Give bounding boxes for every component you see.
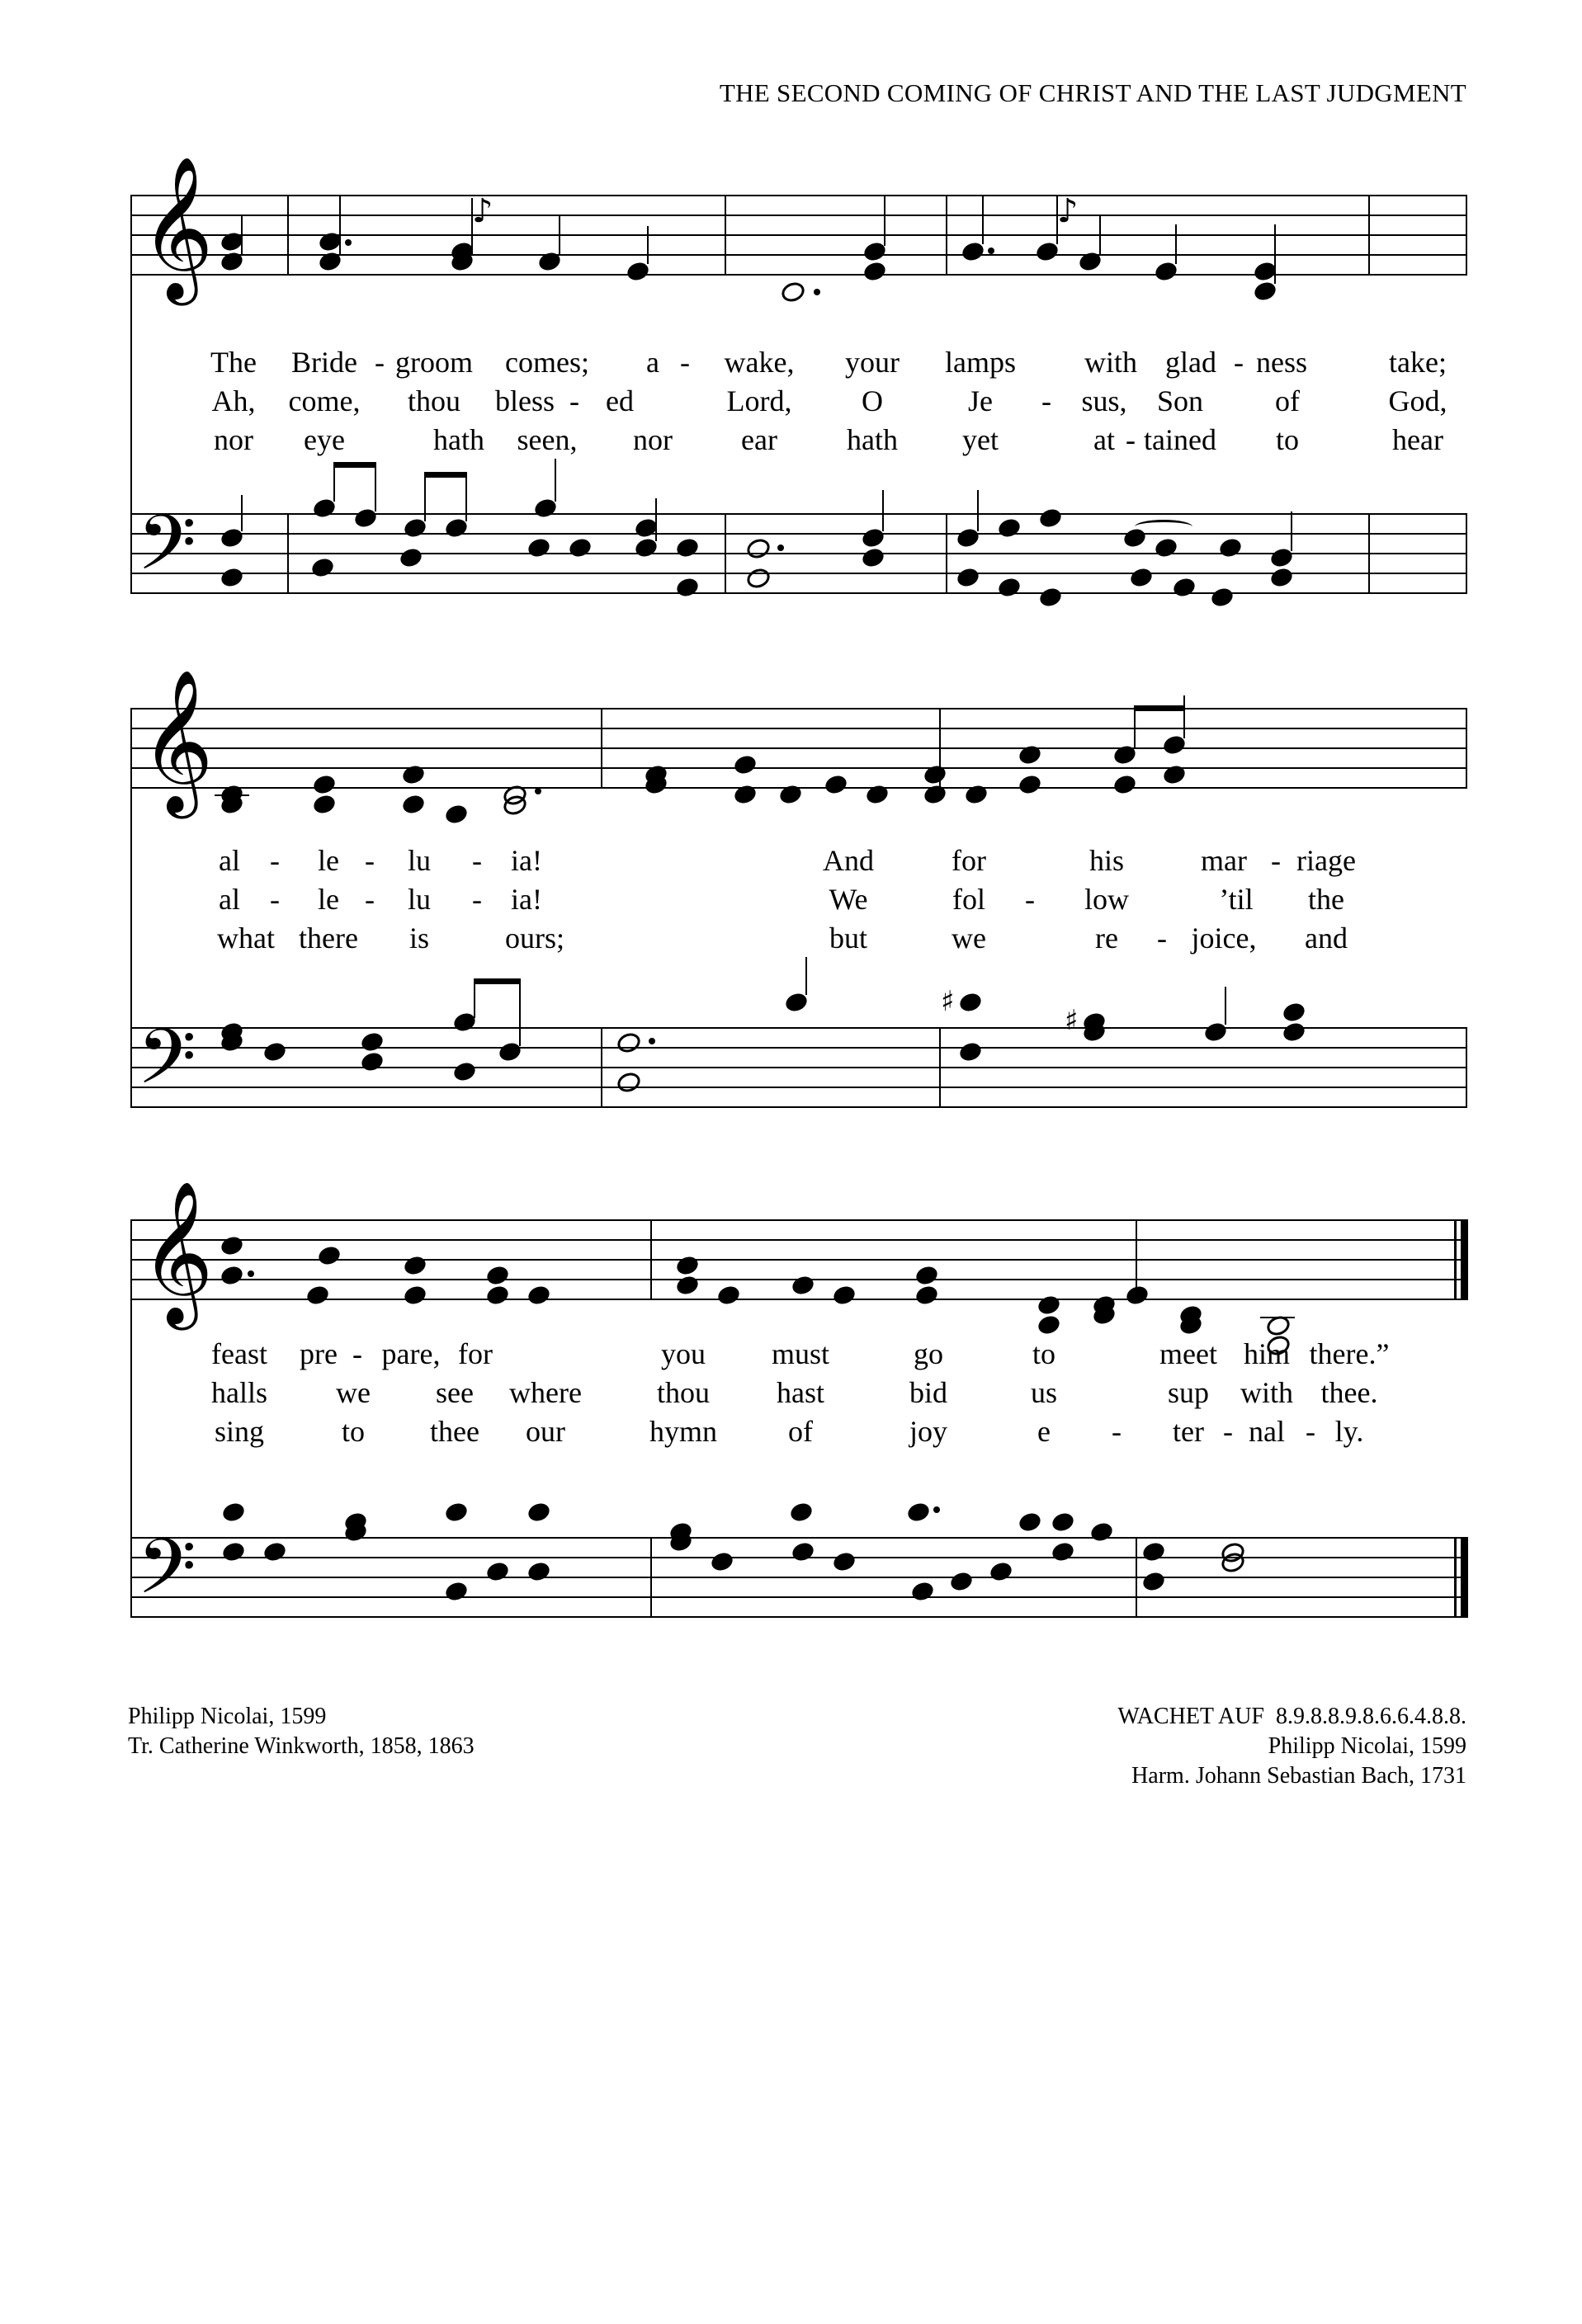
sharp-sign: ♯	[1065, 1004, 1079, 1037]
syllable: there.”	[1309, 1337, 1390, 1370]
syllable: And	[823, 844, 874, 877]
syllable: nor	[633, 423, 673, 456]
syllable: -	[365, 883, 375, 916]
syllable: lamps	[945, 346, 1016, 379]
syllable: sup	[1167, 1376, 1210, 1409]
page-header: THE SECOND COMING OF CHRIST AND THE LAST JUDGMENT	[719, 78, 1466, 107]
syllable: hath	[433, 423, 484, 456]
syllable: thee.	[1320, 1376, 1378, 1409]
syllable: ear	[741, 423, 777, 456]
text-credits	[128, 1702, 475, 1761]
syllable: for	[458, 1337, 493, 1370]
syllable: but	[829, 922, 868, 955]
syllable: -	[472, 844, 482, 877]
syllable: ed	[606, 384, 634, 417]
syllable: hear	[1392, 423, 1443, 456]
note	[1050, 1511, 1076, 1534]
syllable: where	[509, 1376, 582, 1409]
syllable: thee	[430, 1415, 479, 1448]
syllable: -	[472, 883, 482, 916]
syllable: -	[352, 1337, 362, 1370]
bass-clef: 𝄢	[137, 1013, 197, 1120]
bass-clef: 𝄢	[137, 1523, 197, 1630]
note	[311, 793, 338, 816]
note	[779, 280, 807, 305]
syllable: -	[1025, 883, 1035, 916]
note	[443, 803, 470, 826]
note	[526, 1501, 552, 1524]
syllable: Son	[1156, 384, 1204, 417]
syllable: take;	[1389, 346, 1447, 379]
lyrics-system-2	[130, 843, 1467, 975]
syllable: eye	[304, 423, 345, 456]
verse-3-line	[130, 1414, 1467, 1453]
syllable: meet	[1159, 1337, 1217, 1370]
verse-3-line	[130, 422, 1467, 461]
syllable: you	[661, 1337, 706, 1370]
syllable: to	[341, 1415, 366, 1448]
syllable: joice,	[1191, 922, 1257, 955]
syllable: nal	[1249, 1415, 1285, 1448]
syllable: -	[1157, 922, 1167, 955]
syllable: -	[569, 384, 579, 417]
syllable: -	[365, 844, 375, 877]
syllable: must	[771, 1337, 830, 1370]
syllable: ly.	[1334, 1415, 1364, 1448]
syllable: low	[1084, 883, 1129, 916]
syllable: O	[862, 384, 883, 417]
syllable: we	[952, 922, 986, 955]
syllable: ia!	[511, 883, 542, 916]
note	[1036, 1313, 1062, 1336]
treble-clef: 𝄞	[140, 1181, 214, 1324]
syllable: go	[914, 1337, 943, 1370]
syllable: The	[210, 346, 257, 379]
syllable: joy	[909, 1415, 948, 1448]
syllable: at	[1093, 423, 1115, 456]
syllable: -	[1126, 423, 1136, 456]
syllable: we	[336, 1376, 371, 1409]
syllable: -	[1271, 844, 1281, 877]
bass-clef: 𝄢	[137, 499, 197, 606]
syllable: yet	[962, 423, 999, 456]
verse-3-line	[130, 921, 1467, 959]
syllable: your	[845, 346, 900, 379]
syllable: feast	[211, 1337, 267, 1370]
syllable: with	[1084, 346, 1138, 379]
syllable: tained	[1144, 423, 1216, 456]
syllable: come,	[288, 384, 361, 417]
syllable: comes;	[505, 346, 589, 379]
verse-1-line	[130, 345, 1467, 384]
treble-staff	[130, 669, 1467, 813]
syllable: thou	[407, 384, 461, 417]
harmonizer: Harm. Johann Sebastian Bach, 1731	[1131, 1763, 1466, 1789]
tune-name: WACHET AUF 8.9.8.8.9.8.6.6.4.8.8.	[1117, 1704, 1466, 1729]
note	[400, 793, 427, 816]
syllable: the	[1308, 883, 1344, 916]
sharp-sign: ♯	[941, 985, 955, 1018]
syllable: -	[1041, 384, 1051, 417]
syllable: a	[646, 346, 659, 379]
syllable: al	[219, 844, 240, 877]
syllable: sing	[214, 1415, 265, 1448]
syllable: ia!	[511, 844, 542, 877]
syllable: hymn	[649, 1415, 718, 1448]
syllable: sus,	[1081, 384, 1127, 417]
composer: Philipp Nicolai, 1599	[1268, 1733, 1466, 1759]
syllable: is	[408, 922, 430, 955]
syllable: of	[788, 1415, 813, 1448]
syllable: seen,	[517, 423, 578, 456]
syllable: al	[219, 883, 240, 916]
syllable: there	[299, 922, 358, 955]
verse-1-line	[130, 843, 1467, 882]
syllable: what	[217, 922, 275, 955]
syllable: -	[1223, 1415, 1233, 1448]
treble-clef: 𝄞	[140, 669, 214, 813]
syllable: wake,	[724, 346, 795, 379]
syllable: ours;	[505, 922, 564, 955]
text-author: Philipp Nicolai, 1599	[128, 1704, 327, 1729]
verse-2-line	[130, 384, 1467, 422]
syllable: of	[1275, 384, 1300, 417]
syllable: him	[1243, 1337, 1291, 1370]
syllable: ’til	[1219, 883, 1254, 916]
syllable: ter	[1173, 1415, 1204, 1448]
syllable: mar	[1201, 844, 1247, 877]
syllable: glad	[1165, 346, 1216, 379]
syllable: -	[375, 346, 385, 379]
syllable: to	[1275, 423, 1300, 456]
syllable: us	[1030, 1376, 1058, 1409]
note	[1017, 1511, 1043, 1534]
syllable: bid	[909, 1376, 948, 1409]
syllable: e	[1037, 1415, 1051, 1448]
bass-staff	[130, 1013, 1467, 1120]
syllable: le	[318, 844, 339, 877]
lyrics-system-3	[130, 1336, 1467, 1468]
syllable: with	[1240, 1376, 1294, 1409]
syllable: le	[318, 883, 339, 916]
syllable: nor	[214, 423, 253, 456]
syllable: pre	[300, 1337, 338, 1370]
lyrics-system-1	[130, 345, 1467, 477]
syllable: ness	[1256, 346, 1307, 379]
note	[443, 1501, 470, 1524]
note	[905, 1501, 932, 1524]
syllable: hast	[777, 1376, 824, 1409]
syllable: lu	[407, 844, 432, 877]
note	[957, 991, 984, 1014]
syllable: God,	[1388, 384, 1447, 417]
note	[1281, 1001, 1307, 1024]
syllable: bless	[495, 384, 555, 417]
syllable: We	[829, 883, 868, 916]
syllable: pare,	[381, 1337, 441, 1370]
syllable: -	[1234, 346, 1244, 379]
syllable: and	[1305, 922, 1348, 955]
syllable: Lord,	[726, 384, 792, 417]
syllable: for	[952, 844, 986, 877]
syllable: -	[1112, 1415, 1122, 1448]
treble-clef: 𝄞	[140, 156, 214, 299]
syllable: -	[680, 346, 690, 379]
syllable: -	[270, 883, 280, 916]
syllable: our	[526, 1415, 565, 1448]
translator: Tr. Catherine Winkworth, 1858, 1863	[128, 1733, 475, 1759]
syllable: riage	[1296, 844, 1356, 877]
syllable: lu	[407, 883, 432, 916]
syllable: Je	[968, 384, 993, 417]
syllable: Ah,	[211, 384, 256, 417]
syllable: Bride	[291, 346, 357, 379]
syllable: fol	[952, 883, 985, 916]
bass-staff	[130, 499, 1467, 606]
syllable: to	[1032, 1337, 1056, 1370]
note	[220, 1501, 247, 1524]
syllable: hath	[847, 423, 898, 456]
verse-1-line	[130, 1336, 1467, 1375]
syllable: his	[1089, 844, 1125, 877]
syllable: -	[270, 844, 280, 877]
music-credits	[1117, 1702, 1466, 1791]
note	[788, 1501, 815, 1524]
syllable: -	[1306, 1415, 1315, 1448]
verse-2-line	[130, 1375, 1467, 1414]
syllable: groom	[395, 346, 473, 379]
syllable: halls	[211, 1376, 267, 1409]
syllable: re	[1095, 922, 1118, 955]
syllable: thou	[656, 1376, 711, 1409]
syllable: see	[436, 1376, 474, 1409]
verse-2-line	[130, 882, 1467, 921]
